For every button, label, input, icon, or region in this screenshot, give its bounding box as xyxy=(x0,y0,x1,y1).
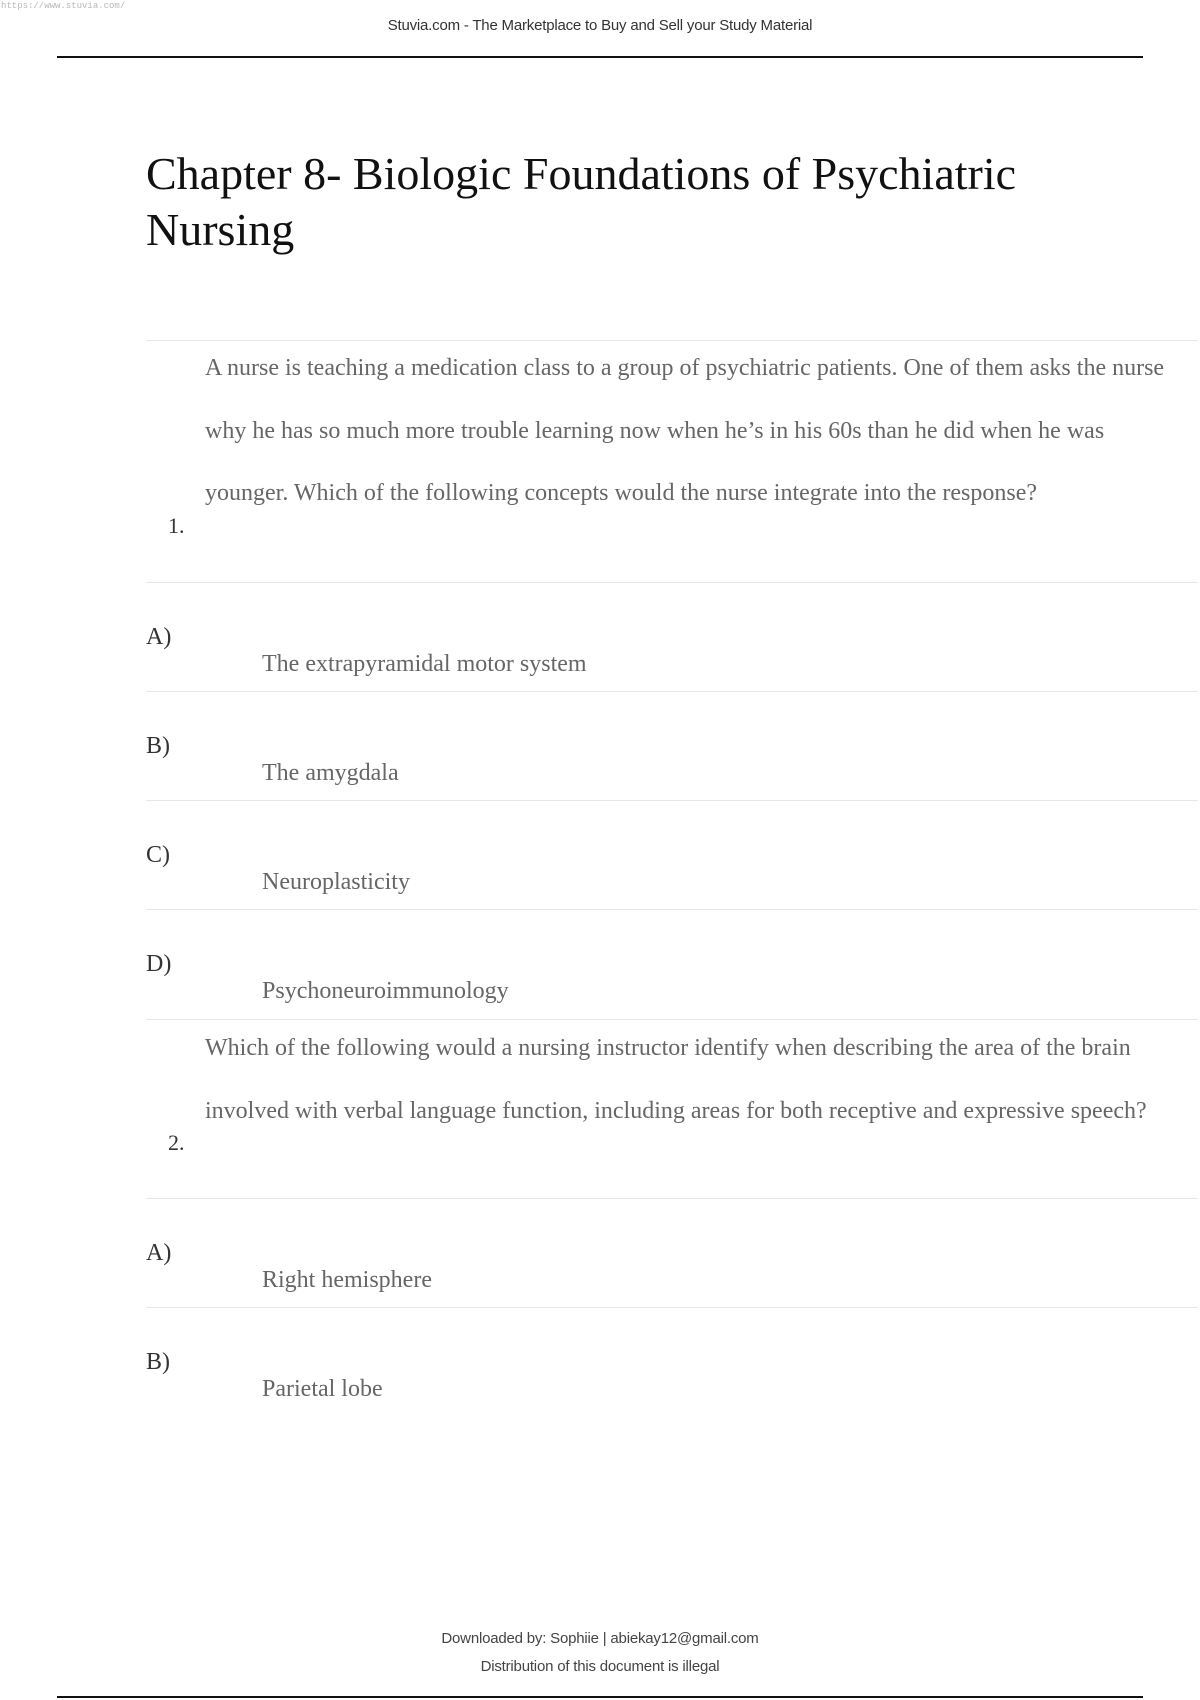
question-divider xyxy=(146,1198,1198,1199)
question-text: A nurse is teaching a medication class to a group of psychiatric patients. One of them asks the nurse why he has so much more trouble learning now when he’s in his 60s than he did when he was younger. Which of the following concepts would the nurse integrate into the response? xyxy=(205,355,1165,506)
option-text: The amygdala xyxy=(262,760,399,786)
option-text: The extrapyramidal motor system xyxy=(262,651,587,677)
distribution-notice: Distribution of this document is illegal xyxy=(480,1658,720,1675)
option-letter: A) xyxy=(146,1240,172,1266)
question-divider xyxy=(146,582,1198,583)
download-info: Downloaded by: Sophiie | abiekay12@gmail.com xyxy=(441,1630,759,1647)
option-divider xyxy=(146,691,1198,692)
option-divider xyxy=(146,1307,1198,1308)
question-number: 2. xyxy=(168,1130,185,1155)
option-letter: D) xyxy=(146,951,172,977)
option-text: Right hemisphere xyxy=(262,1267,432,1293)
option-text: Parietal lobe xyxy=(262,1376,383,1402)
header-rule xyxy=(57,56,1143,58)
option-letter: B) xyxy=(146,733,170,759)
question-number: 1. xyxy=(168,513,185,538)
page-url: https://www.stuvia.com/ xyxy=(1,1,126,11)
document-title: Chapter 8- Biologic Foundations of Psychiatric Nursing xyxy=(146,148,1017,255)
question-text: Which of the following would a nursing instructor identify when describing the area of the brain involved with verbal language function, including areas for both receptive and expressive speech? xyxy=(205,1035,1147,1124)
option-text: Psychoneuroimmunology xyxy=(262,978,509,1004)
option-divider xyxy=(146,909,1198,910)
option-text: Neuroplasticity xyxy=(262,869,410,895)
option-divider xyxy=(146,800,1198,801)
site-header: Stuvia.com - The Marketplace to Buy and Sell your Study Material xyxy=(387,17,813,34)
option-letter: B) xyxy=(146,1349,170,1375)
option-letter: A) xyxy=(146,624,172,650)
option-letter: C) xyxy=(146,842,170,868)
footer-rule xyxy=(57,1696,1143,1698)
